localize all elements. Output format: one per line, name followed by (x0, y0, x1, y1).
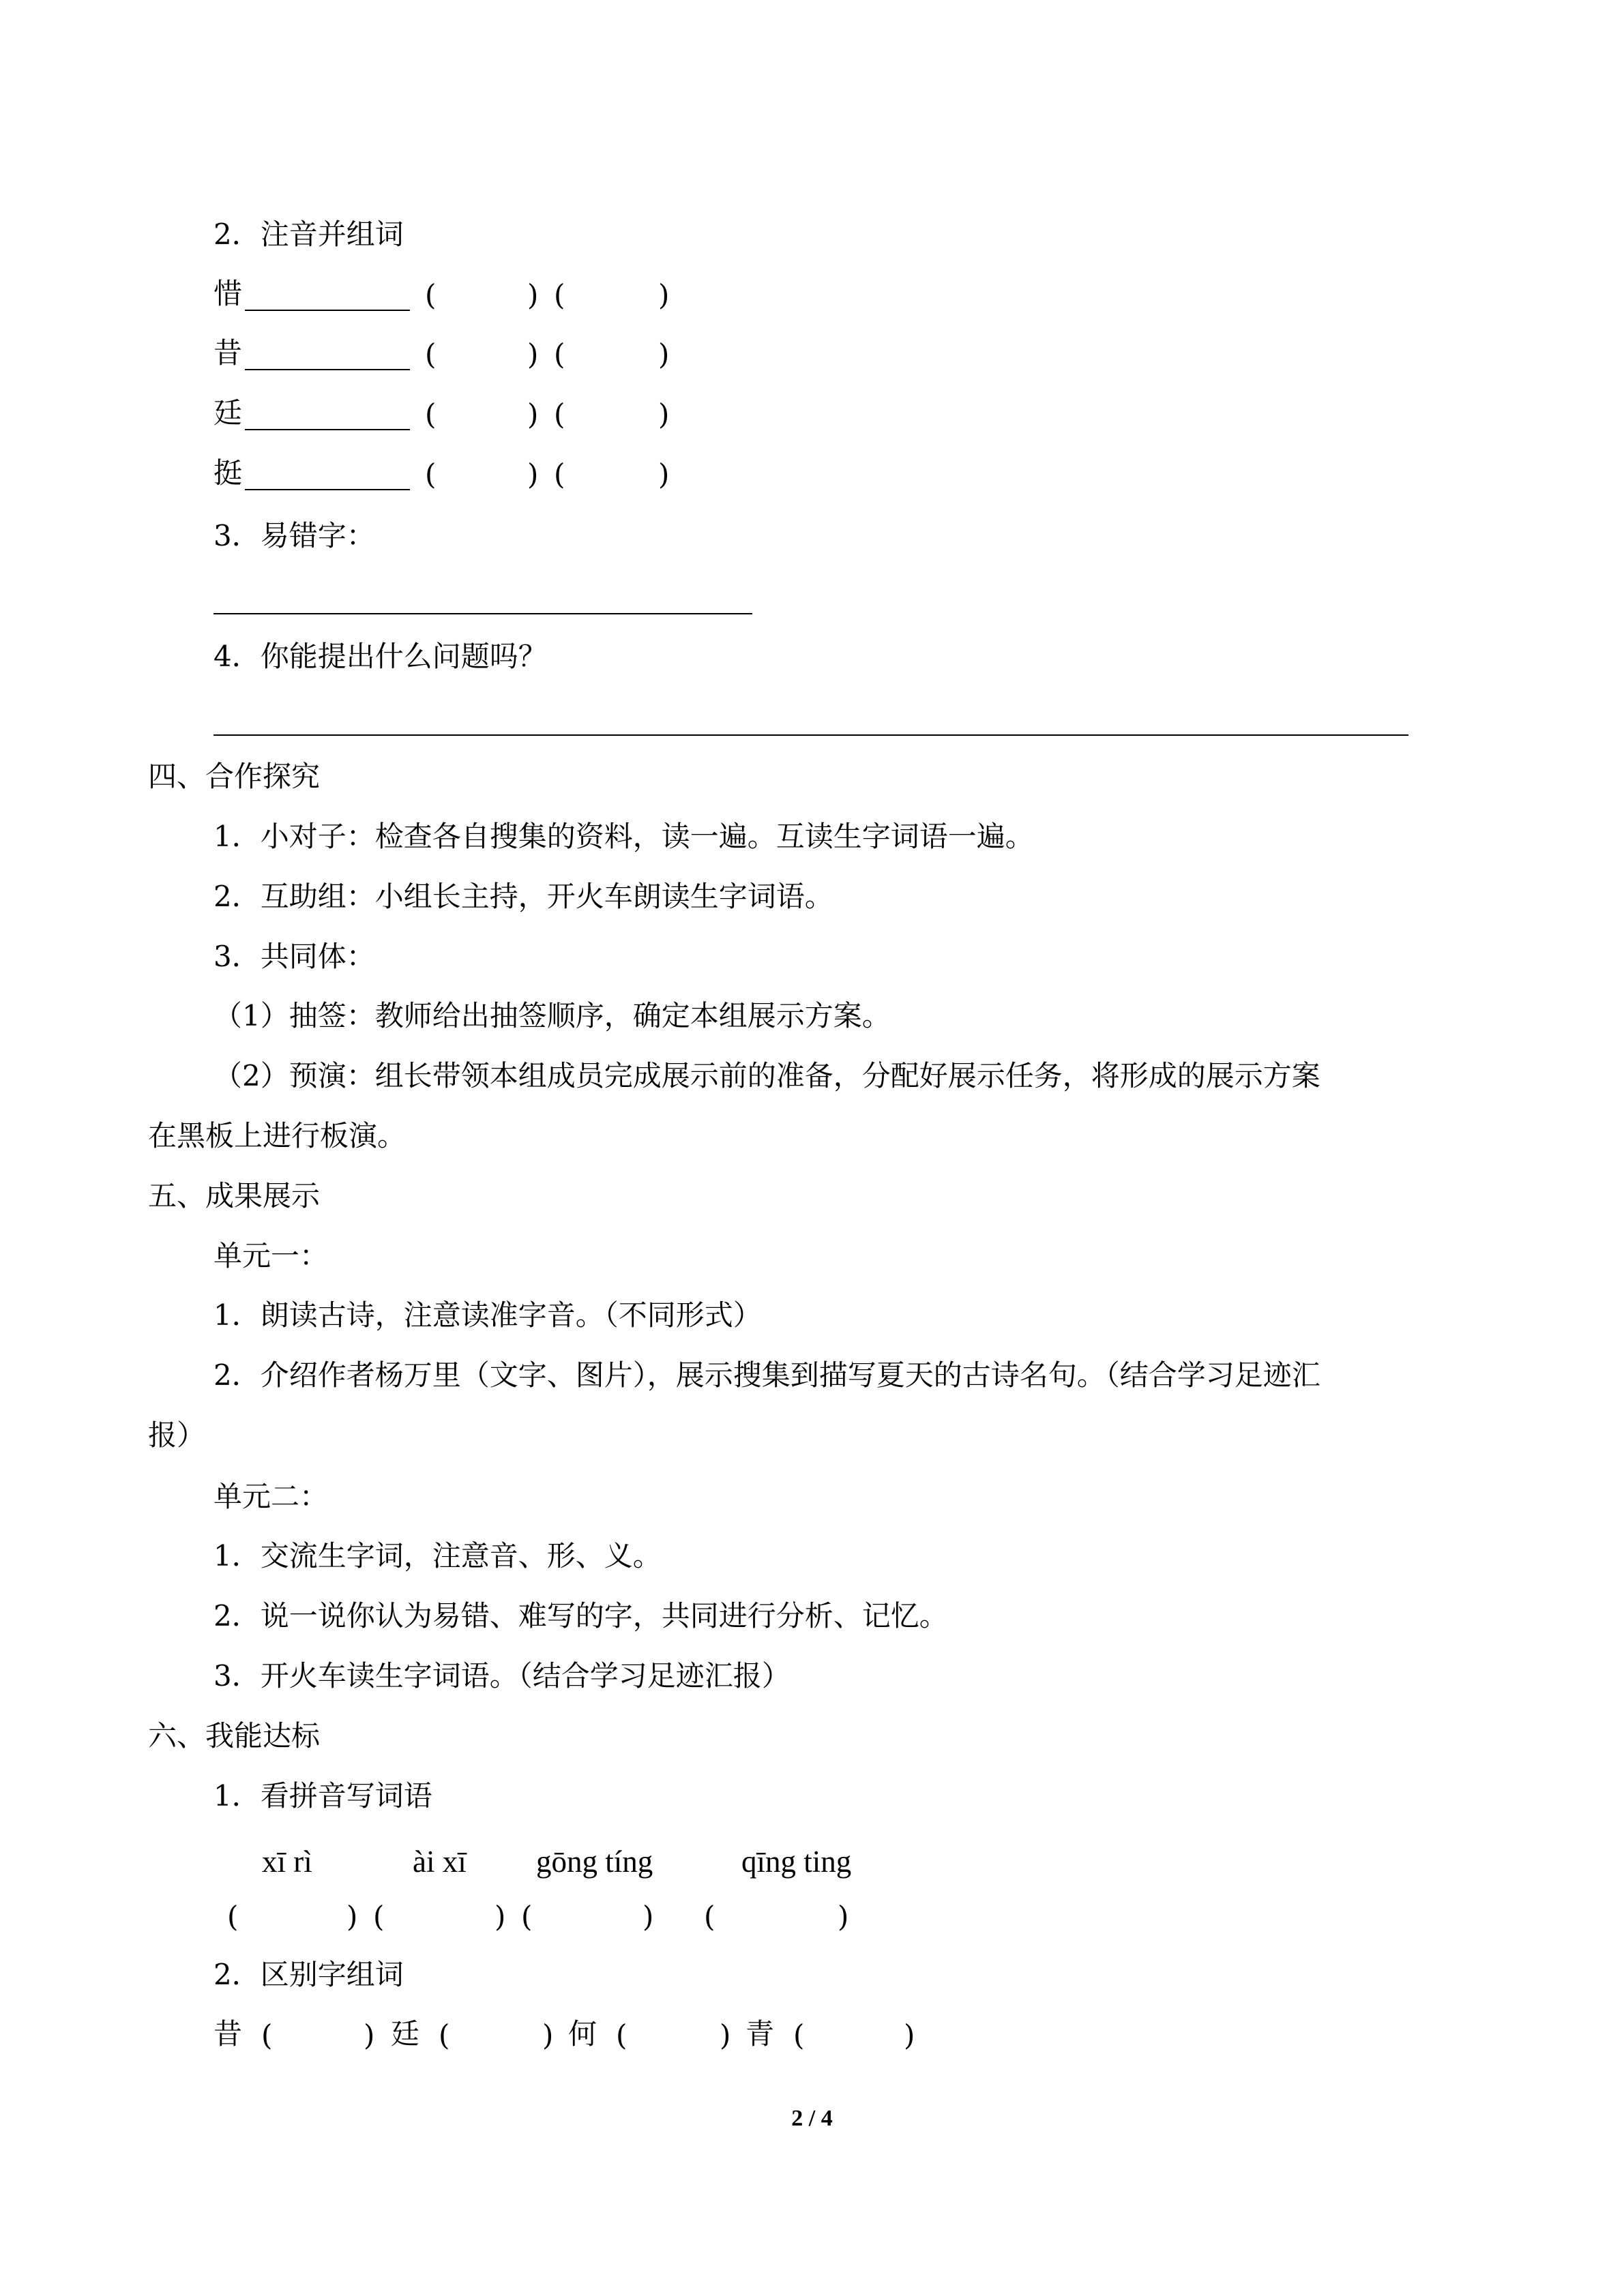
answer-blank[interactable]: ( (616, 2018, 628, 2052)
zhuyin-char: 昔 (213, 336, 243, 370)
pinyin: xī rì (262, 1845, 312, 1879)
zhuyin-char: 惜 (213, 277, 243, 310)
distinguish-char: 廷 (391, 2017, 420, 2051)
paragraph: 2．说一说你认为易错、难写的字，共同进行分析、记忆。 (213, 1599, 948, 1632)
pinyin: ài xī (413, 1845, 467, 1879)
paragraph: 2．介绍作者杨万里（文字、图片），展示搜集到描写夏天的古诗名句。（结合学习足迹汇 (213, 1358, 1320, 1392)
q2-title: 2．区别字组词 (213, 1958, 404, 1991)
paragraph: 1．交流生字词，注意音、形、义。 (213, 1539, 662, 1572)
answer-blank[interactable]: ( (439, 2018, 450, 2052)
word-blank-1[interactable]: ( (425, 338, 437, 371)
word-blank-2[interactable]: ( (554, 458, 565, 491)
pinyin: qīng ting (741, 1845, 852, 1879)
answer-blank[interactable]: ( (793, 2018, 805, 2052)
paragraph: （2）预演：组长带领本组成员完成展示前的准备，分配好展示任务，将形成的展示方案 (213, 1059, 1320, 1092)
answer-blank[interactable]: ( (521, 1900, 533, 1933)
distinguish-char: 昔 (213, 2017, 243, 2051)
paragraph: 3．开火车读生字词语。（结合学习足迹汇报） (213, 1659, 791, 1693)
pinyin-blank[interactable] (245, 369, 410, 370)
word-blank-2[interactable]: ( (554, 278, 565, 312)
word-blank-2[interactable]: ( (554, 338, 565, 371)
pinyin: gōng tíng (536, 1845, 653, 1879)
pinyin-blank[interactable] (245, 310, 410, 311)
zhuyin-char: 挺 (213, 456, 243, 490)
zhuyin-char: 廷 (213, 396, 243, 430)
answer-blank[interactable]: ( (261, 2018, 273, 2052)
pinyin-blank[interactable] (245, 489, 410, 490)
unit-label: 单元二： (213, 1480, 329, 1513)
paragraph: 在黑板上进行板演。 (148, 1119, 407, 1152)
q2-title: 2．注音并组词 (213, 218, 404, 251)
paragraph: 1．朗读古诗，注意读准字音。（不同形式） (213, 1298, 762, 1332)
paragraph: 1．小对子：检查各自搜集的资料，读一遍。互读生字词语一遍。 (213, 820, 1034, 853)
q3-title: 3．易错字： (213, 519, 375, 552)
q4-title: 4．你能提出什么问题吗？ (213, 640, 547, 673)
page-number: 2 / 4 (791, 2106, 833, 2131)
word-blank-1[interactable]: ( (425, 458, 437, 491)
q1-title: 1．看拼音写词语 (213, 1779, 432, 1813)
distinguish-char: 何 (568, 2017, 597, 2051)
answer-blank[interactable]: ( (704, 1900, 715, 1933)
section-heading: 五、成果展示 (148, 1179, 321, 1212)
word-blank-1[interactable]: ( (425, 398, 437, 431)
answer-blank[interactable]: ( (227, 1900, 239, 1933)
paragraph: 报） (148, 1418, 206, 1452)
answer-blank[interactable]: ( (373, 1900, 385, 1933)
paragraph: 3．共同体： (213, 940, 375, 973)
section-heading: 六、我能达标 (148, 1719, 321, 1753)
paragraph: 2．互助组：小组长主持，开火车朗读生字词语。 (213, 880, 833, 913)
distinguish-char: 青 (745, 2017, 775, 2051)
pinyin-blank[interactable] (245, 429, 410, 430)
word-blank-1[interactable]: ( (425, 278, 437, 312)
section-heading: 四、合作探究 (148, 760, 321, 793)
unit-label: 单元一： (213, 1239, 329, 1272)
paragraph: （1）抽签：教师给出抽签顺序，确定本组展示方案。 (213, 999, 891, 1032)
answer-line[interactable] (213, 734, 1408, 736)
word-blank-2[interactable]: ( (554, 398, 565, 431)
answer-line[interactable] (213, 613, 752, 614)
